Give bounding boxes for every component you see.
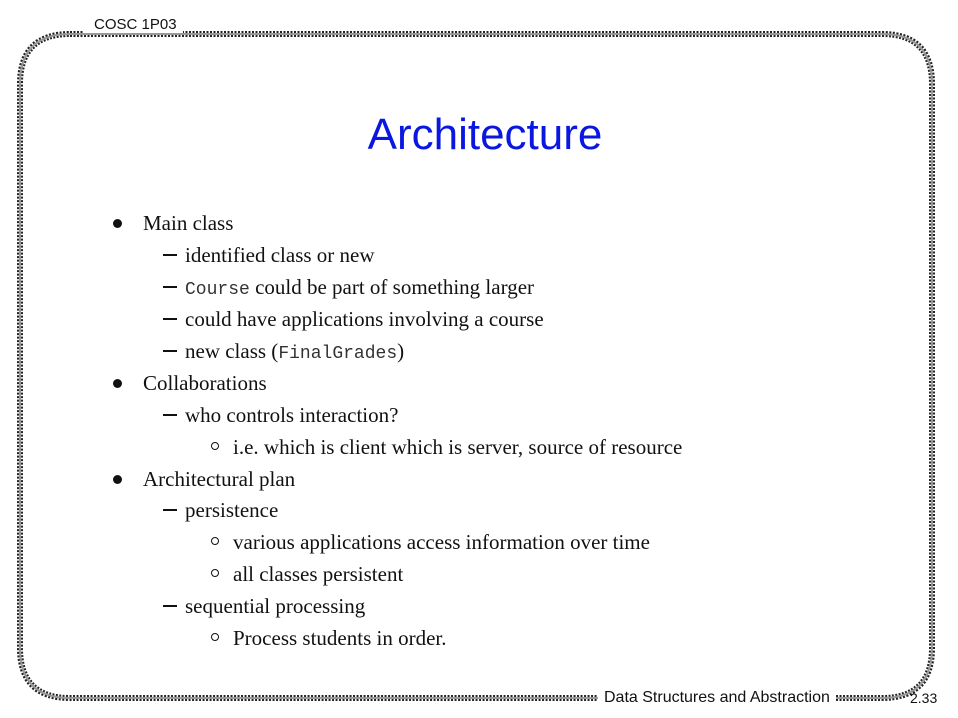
code-course: Course — [185, 280, 250, 300]
sub-bullet-who-controls — [185, 402, 398, 428]
bullet-text: i.e. which is client which is server, source of resource — [233, 435, 683, 459]
bullet-text: who controls interaction? — [185, 403, 399, 427]
sub-bullet-applications — [185, 306, 544, 332]
bullet-text: could have applications involving a course — [185, 307, 544, 331]
bullet-text: new class ( — [185, 339, 279, 363]
bullet-text: ) — [397, 339, 405, 363]
dash-icon — [163, 509, 177, 511]
sub-bullet-new-class — [185, 338, 404, 367]
bullet-dot-icon — [113, 475, 122, 484]
sub-sub-bullet-various — [233, 529, 650, 555]
bullet-text: all classes persistent — [233, 562, 404, 586]
sub-sub-bullet-ie — [233, 434, 682, 460]
dash-icon — [163, 605, 177, 607]
circle-bullet-icon — [211, 569, 219, 577]
bullet-text: persistence — [185, 498, 279, 522]
circle-bullet-icon — [211, 442, 219, 450]
bullet-text: Collaborations — [143, 371, 267, 395]
bullet-text: sequential processing — [185, 594, 366, 618]
dash-icon — [163, 350, 177, 352]
circle-bullet-icon — [211, 537, 219, 545]
code-finalgrades: FinalGrades — [278, 344, 398, 364]
dash-icon — [163, 318, 177, 320]
sub-sub-bullet-all-classes — [233, 561, 403, 587]
dash-icon — [163, 254, 177, 256]
dash-icon — [163, 414, 177, 416]
sub-bullet-course — [185, 274, 534, 303]
sub-sub-bullet-process — [233, 625, 446, 651]
page-number: 2.33 — [910, 690, 938, 706]
slide-title: Architecture — [367, 110, 603, 159]
sub-bullet-persistence — [185, 497, 278, 523]
bullet-dot-icon — [113, 379, 122, 388]
bullet-text: could be part of something larger — [249, 275, 535, 299]
bullet-main-class — [143, 210, 233, 236]
bullet-text: identified class or new — [185, 243, 375, 267]
footer-label: Data Structures and Abstraction — [598, 689, 836, 707]
bullet-text: Process students in order. — [233, 626, 447, 650]
dash-icon — [163, 286, 177, 288]
bullet-text: Main class — [143, 211, 234, 235]
sub-bullet-sequential — [185, 593, 365, 619]
course-code-label: COSC 1P03 — [84, 16, 183, 33]
circle-bullet-icon — [211, 633, 219, 641]
sub-bullet-identified — [185, 242, 375, 268]
bullet-arch-plan — [143, 466, 295, 492]
bullet-text: Architectural plan — [143, 467, 296, 491]
bullet-text: various applications access information over time — [233, 530, 650, 554]
bullet-dot-icon — [113, 219, 122, 228]
bullet-collaborations — [143, 370, 267, 396]
